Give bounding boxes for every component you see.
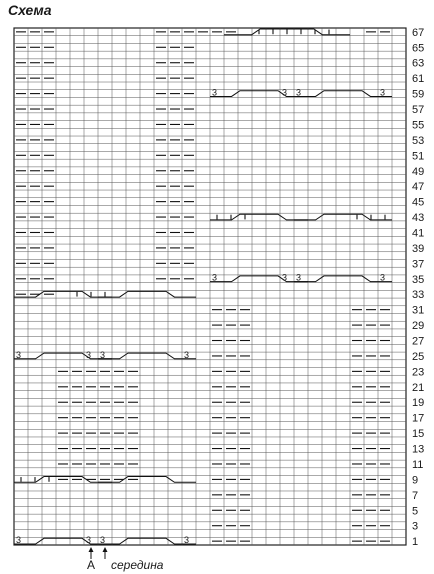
cross-count-label: 3: [296, 272, 302, 283]
cross-count-label: 3: [16, 349, 22, 360]
row-label: 55: [412, 119, 425, 132]
cross-count-label: 3: [86, 349, 92, 360]
cross-count-label: 3: [16, 535, 22, 545]
middle-marker-label: середина: [111, 558, 164, 572]
row-label: 15: [412, 428, 425, 441]
row-label: 5: [412, 505, 419, 518]
row-label: 39: [412, 242, 425, 255]
cable-cross: [14, 538, 112, 544]
row-label: 67: [412, 26, 425, 39]
cross-count-label: 3: [282, 272, 288, 283]
row-label: 41: [412, 227, 425, 240]
row-label: 33: [412, 289, 425, 302]
row-label: 27: [412, 335, 425, 348]
cross-count-label: 3: [296, 87, 302, 98]
row-label: 61: [412, 73, 425, 86]
row-label: 63: [412, 57, 425, 70]
row-label: 29: [412, 320, 425, 333]
cable-cross: [98, 538, 196, 544]
cable-cross: [14, 291, 112, 297]
cross-count-label: 3: [184, 349, 190, 360]
cable-cross: [210, 276, 308, 282]
cable-cross: [294, 276, 392, 282]
row-label: 3: [412, 520, 419, 533]
row-label: 53: [412, 134, 425, 147]
row-label: 1: [412, 536, 419, 549]
cross-count-label: 3: [100, 535, 106, 545]
row-label: 37: [412, 258, 425, 271]
cross-count-label: 3: [380, 87, 386, 98]
row-label: 19: [412, 397, 425, 410]
row-label: 31: [412, 304, 425, 317]
row-label: 43: [412, 212, 425, 225]
row-label: 45: [412, 196, 425, 209]
row-label: 7: [412, 489, 419, 502]
cross-count-label: 3: [100, 349, 106, 360]
cable-cross: [294, 214, 392, 220]
cable-cross: [98, 353, 196, 359]
row-label: 9: [412, 474, 419, 487]
row-label: 11: [412, 458, 424, 471]
row-label: 51: [412, 150, 425, 163]
row-label: 17: [412, 412, 425, 425]
row-label: 35: [412, 273, 425, 286]
cable-cross: [294, 91, 392, 97]
a-marker-label: А: [87, 558, 96, 572]
row-label: 13: [412, 443, 425, 456]
row-label: 59: [412, 88, 425, 101]
cable-cross: [14, 353, 112, 359]
cross-count-label: 3: [282, 87, 288, 98]
row-label: 21: [412, 381, 425, 394]
a-arrow-head: [89, 547, 94, 552]
cross-count-label: 3: [212, 87, 218, 98]
row-label: 23: [412, 366, 425, 379]
cable-cross: [210, 91, 308, 97]
middle-arrow-head: [103, 547, 108, 552]
row-label: 65: [412, 42, 425, 55]
cross-count-label: 3: [184, 535, 190, 545]
cable-cross: [98, 477, 196, 483]
cross-count-label: 3: [380, 272, 386, 283]
row-label: 25: [412, 350, 425, 363]
cable-cross: [98, 291, 196, 297]
row-label: 47: [412, 181, 425, 194]
row-label: 57: [412, 104, 425, 117]
cable-cross: [210, 214, 308, 220]
cross-count-label: 3: [86, 535, 92, 545]
chart-title: Схема: [8, 2, 52, 18]
cross-count-label: 3: [212, 272, 218, 283]
row-label: 49: [412, 165, 425, 178]
